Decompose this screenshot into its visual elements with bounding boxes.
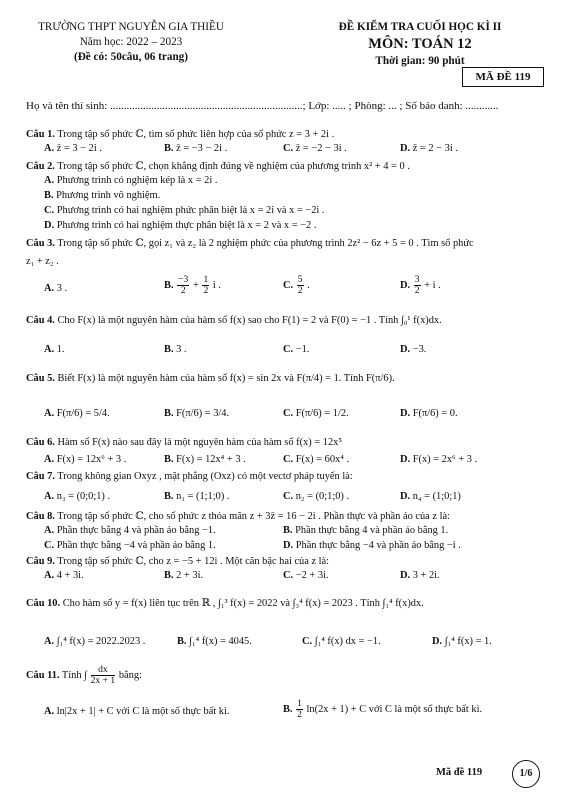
question-11: Câu 11. Tính ∫ $\frac{dx}{2x + 1}$ bằng: (26, 664, 142, 686)
exam-time: Thời gian: 90 phút (375, 55, 465, 67)
question-3: Câu 3. Trong tập số phức ℂ, gọi z₁ và z₂ là 2 nghiệm phức của phương trình 2z² − 6z + 5 = 0 . Tìm số phức (26, 238, 474, 249)
question-10: Câu 10. Cho hàm số y = f(x) liên tục trên ℝ , ∫₁³ f(x) = 2022 và ∫₃⁴ f(x) = 2023 . Tính ∫₁⁴ f(x)dx. (26, 598, 424, 609)
q5-option-a: A. F(π/6) = 5/4. (44, 408, 110, 419)
fraction: $\frac{1}{2}$ (203, 274, 209, 296)
fraction: $\frac{1}{2}$ (297, 698, 302, 720)
q2-option-b: B. Phương trình vô nghiệm. (44, 190, 161, 201)
q2-option-c: C. Phương trình có hai nghiệm phức phân biệt là x = 2i và x = −2i . (44, 205, 325, 216)
q6-option-a: A. F(x) = 12x⁶ + 3 . (44, 454, 127, 465)
q10-option-b: B. ∫₁⁴ f(x) = 4045. (177, 636, 252, 647)
q2-option-a: A. Phương trình có nghiệm kép là x = 2i . (44, 175, 218, 186)
fraction: $\frac{3}{2}$ (414, 274, 420, 296)
question-8: Câu 8. Trong tập số phức ℂ, cho số phức z thỏa mãn z + 3z̄ = 16 − 2i . Phần thực và phần ảo của z là: (26, 511, 450, 522)
q8-option-a: A. Phần thực bằng 4 và phần ảo bằng −1. (44, 525, 216, 536)
q6-option-c: C. F(x) = 60x⁴ . (283, 454, 350, 465)
question-7: Câu 7. Trong không gian Oxyz , mặt phẳng (Oxz) có một vectơ pháp tuyến là: (26, 471, 353, 482)
school-year: Năm học: 2022 – 2023 (79, 36, 183, 48)
q3-option-b: B. $\frac{-3}{2}$ + $\frac{1}{2}$ i . (164, 274, 221, 296)
question-count: (Đề có: 50câu, 06 trang) (73, 51, 189, 63)
q9-option-a: A. 4 + 3i. (44, 570, 84, 581)
school-name: TRƯỜNG THPT NGUYỄN GIA THIỀU (38, 21, 224, 33)
exam-title: ĐỀ KIỂM TRA CUỐI HỌC KÌ II (338, 21, 502, 33)
q8-option-d: D. Phần thực bằng −4 và phần ảo bằng −i . (283, 540, 461, 551)
question-3-cont: z₁ + z₂ . (26, 256, 59, 267)
q9-option-b: B. 2 + 3i. (164, 570, 204, 581)
q1-option-c: C. z̄ = −2 − 3i . (283, 143, 347, 154)
q3-option-c: C. $\frac{5}{2}$ . (283, 274, 310, 296)
q7-option-c: C. n₂ = (0;1;0) . (283, 491, 350, 502)
subject-title: MÔN: TOÁN 12 (368, 36, 472, 52)
school-header (16, 20, 246, 65)
question-6: Câu 6. Hàm số F(x) nào sau đây là một nguyên hàm của hàm số f(x) = 12x⁵ (26, 437, 342, 448)
q7-option-b: B. n₁ = (1;1;0) . (164, 491, 230, 502)
fraction: $\frac{dx}{2x + 1}$ (90, 664, 116, 686)
q7-option-d: D. n₄ = (1;0;1) (400, 491, 461, 502)
fraction: $\frac{-3}{2}$ (178, 274, 189, 296)
q8-option-b: B. Phần thực bằng 4 và phần ảo bằng 1. (283, 525, 449, 536)
q3-option-a: A. 3 . (44, 283, 68, 294)
q6-option-d: D. F(x) = 2x⁶ + 3 . (400, 454, 478, 465)
q4-option-a: A. 1. (44, 344, 65, 355)
q4-option-b: B. 3 . (164, 344, 187, 355)
q5-option-d: D. F(π/6) = 0. (400, 408, 458, 419)
question-2: Câu 2. Trong tập số phức ℂ, chọn khẳng định đúng về nghiệm của phương trình x² + 4 = 0 . (26, 161, 410, 172)
q1-option-d: D. z̄ = 2 − 3i . (400, 143, 458, 154)
q2-option-d: D. Phương trình có hai nghiệm thực phân biệt là x = 2 và x = −2 . (44, 220, 317, 231)
q9-option-c: C. −2 + 3i. (283, 570, 329, 581)
q1-option-b: B. z̄ = −3 − 2i . (164, 143, 228, 154)
page-number: 1/6 (512, 760, 540, 788)
student-info-line: Họ và tên thí sinh: ......................................................................; Lớp: ..... ; Phòng: ... ; Số báo danh: ............ (26, 100, 499, 112)
question-4: Câu 4. Cho F(x) là một nguyên hàm của hàm số f(x) sao cho F(1) = 2 và F(0) = −1 . Tính ∫₀¹ f(x)dx. (26, 315, 442, 326)
q3-option-d: D. $\frac{3}{2}$ + i . (400, 274, 441, 296)
footer-exam-code: Mã đề 119 (436, 767, 483, 778)
q11-option-b: B. $\frac{1}{2}$ ln(2x + 1) + C với C là một số thực bất kì. (283, 698, 483, 720)
q1-option-a: A. z̄ = 3 − 2i . (44, 143, 102, 154)
question-1: Câu 1. Trong tập số phức ℂ, tìm số phức liên hợp của số phức z = 3 + 2i . (26, 129, 335, 140)
q5-option-b: B. F(π/6) = 3/4. (164, 408, 230, 419)
q4-option-d: D. −3. (400, 344, 427, 355)
q8-option-c: C. Phần thực bằng −4 và phần ảo bằng 1. (44, 540, 216, 551)
q5-option-c: C. F(π/6) = 1/2. (283, 408, 349, 419)
q11-option-a: A. ln|2x + 1| + C với C là một số thực bất kì. (44, 706, 230, 717)
exam-code-box: MÃ ĐỀ 119 (462, 67, 544, 87)
q10-option-c: C. ∫₁⁴ f(x) dx = −1. (302, 636, 381, 647)
q10-option-d: D. ∫₁⁴ f(x) = 1. (432, 636, 492, 647)
q7-option-a: A. n₃ = (0;0;1) . (44, 491, 111, 502)
q9-option-d: D. 3 + 2i. (400, 570, 440, 581)
question-5: Câu 5. Biết F(x) là một nguyên hàm của hàm số f(x) = sin 2x và F(π/4) = 1. Tính F(π/6). (26, 373, 395, 384)
question-9: Câu 9. Trong tập số phức ℂ, cho z = −5 + 12i . Một căn bậc hai của z là: (26, 556, 330, 567)
fraction: $\frac{5}{2}$ (297, 274, 303, 296)
q4-option-c: C. −1. (283, 344, 310, 355)
exam-header (300, 20, 540, 69)
q10-option-a: A. ∫₁⁴ f(x) = 2022.2023 . (44, 636, 146, 647)
q6-option-b: B. F(x) = 12x⁴ + 3 . (164, 454, 246, 465)
